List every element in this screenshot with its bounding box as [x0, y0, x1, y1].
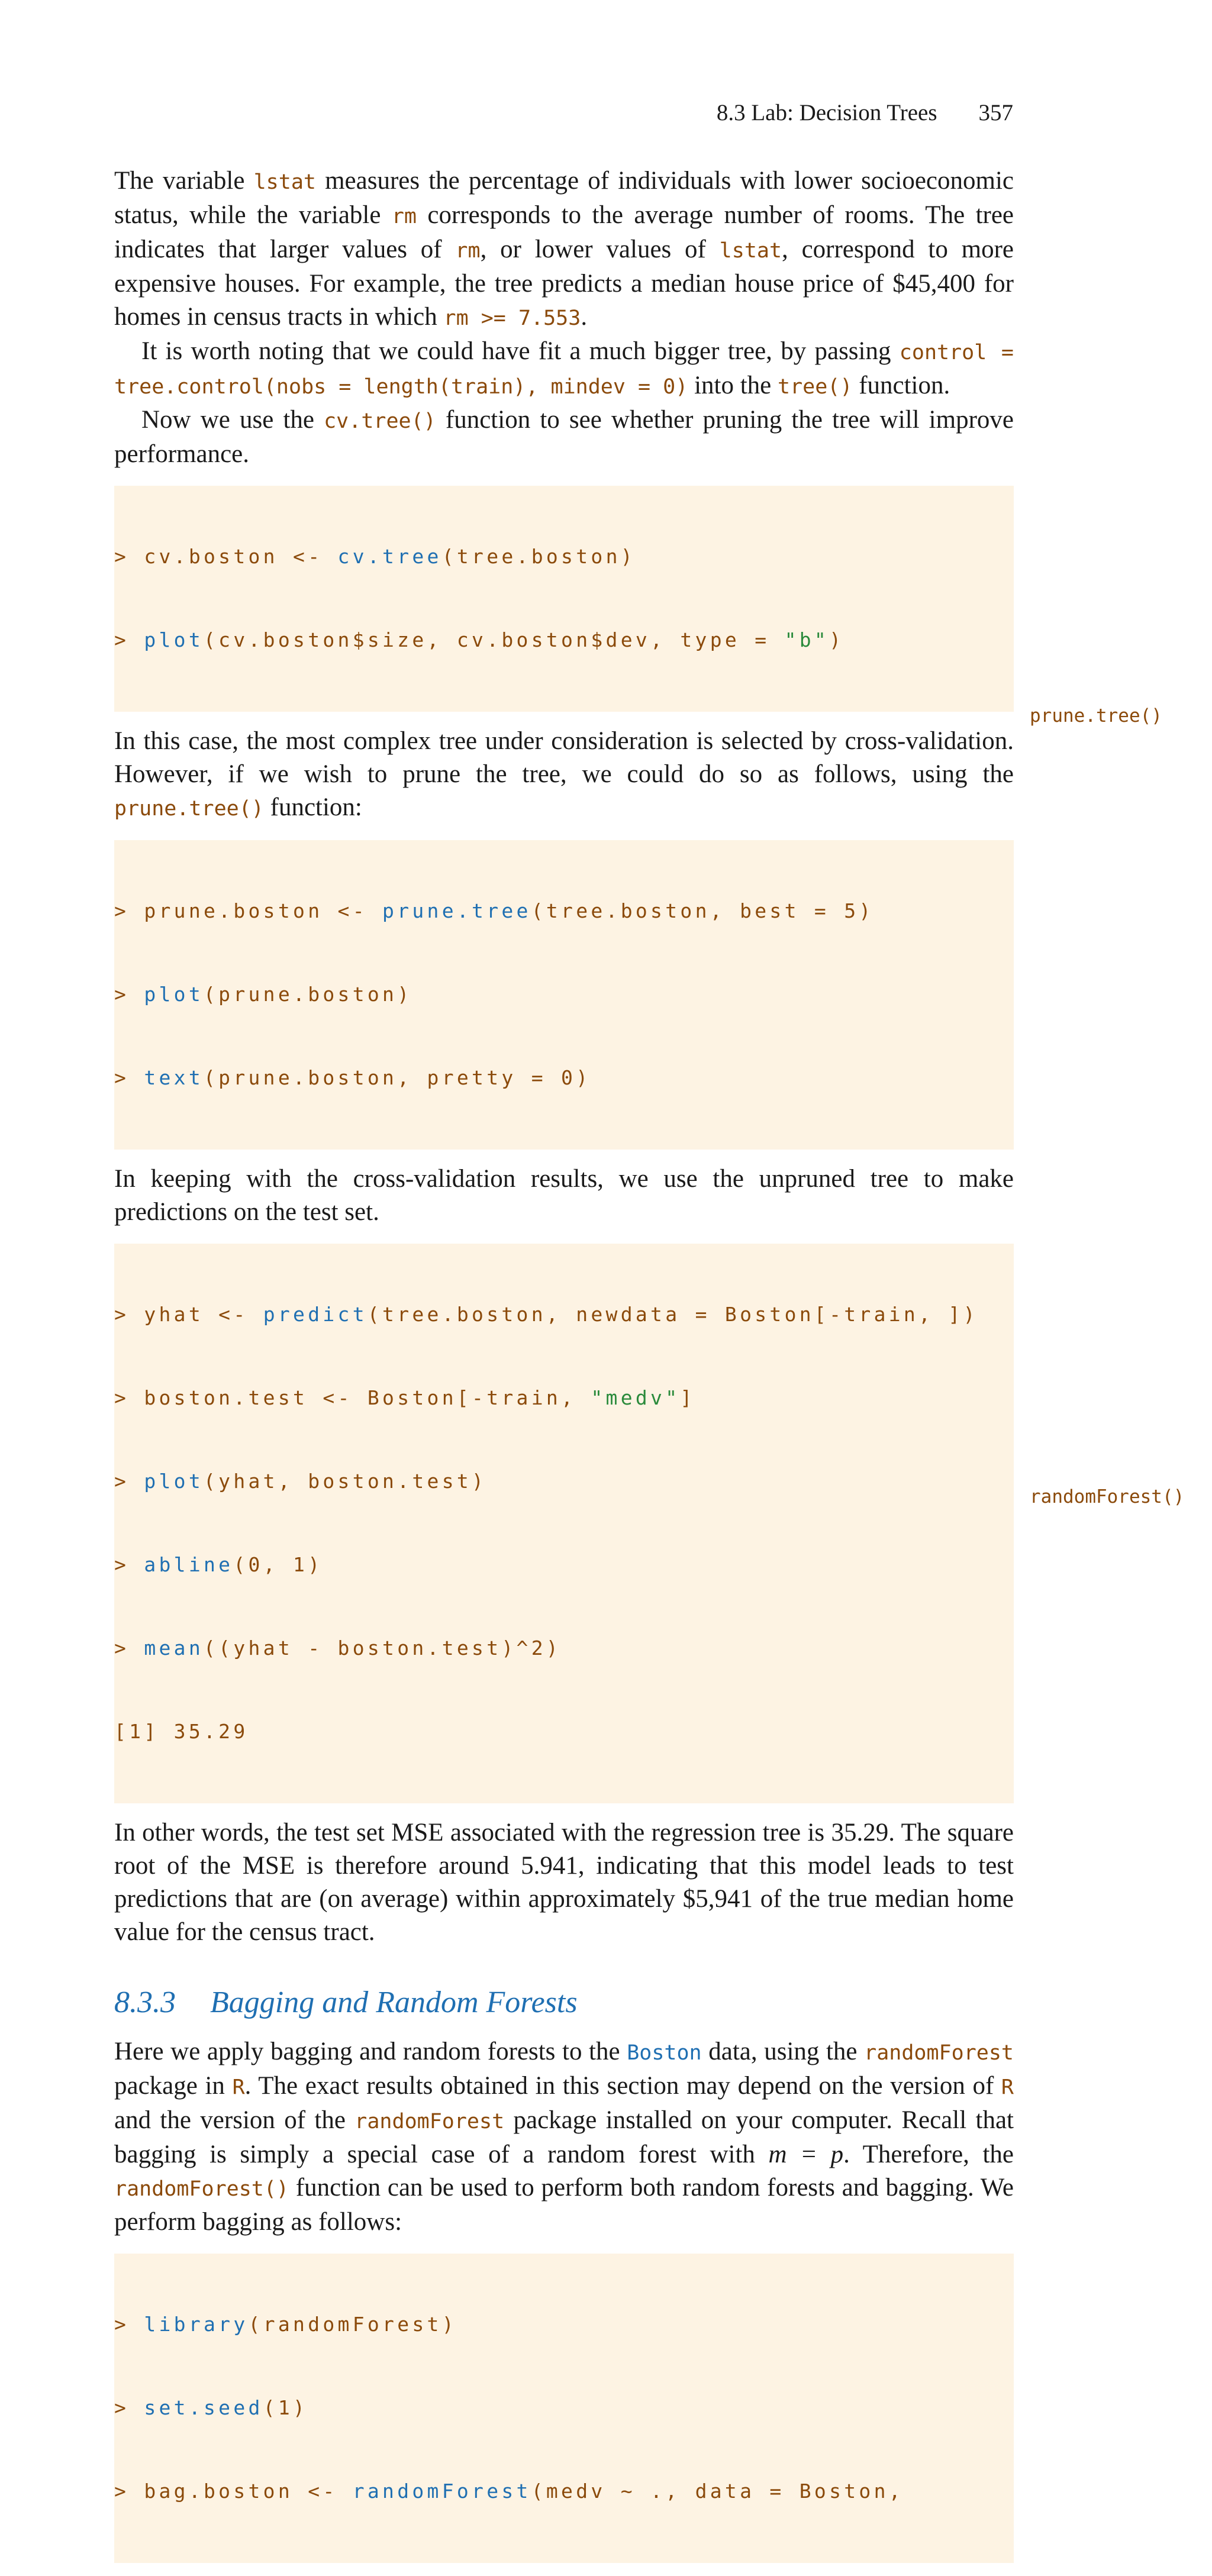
margin-note-random-forest: randomForest() [1030, 1486, 1185, 1507]
code-line: > bag.boston <- randomForest(medv ~ ., data = Boston, [114, 2480, 904, 2503]
paragraph-lstat: The variable lstat measures the percentage of individuals with lower socioeconomic status, while the variable rm corresponds to the average number of rooms. The tree indicates that larger values of rm, or lower values of lstat, correspond to more expensive houses. For example, the tree predicts a median house price of $45,400 for homes in census tracts in which rm >= 7.553. [114, 167, 1014, 331]
paragraph-keeping: In keeping with the cross-validation results, we use the unpruned tree to make predictions on the test set. [114, 1165, 1014, 1226]
section-number: 8.3.3 [114, 1986, 176, 2019]
paragraph-cv-tree: Now we use the cv.tree() function to see whether pruning the tree will improve performance. [114, 406, 1014, 468]
code-line: > plot(cv.boston$size, cv.boston$dev, type = "b") [114, 628, 844, 651]
code-rm: rm [455, 239, 481, 263]
body-column [114, 164, 1014, 2576]
code-output-line: [1] 35.29 [114, 1720, 249, 1743]
math-m-equals-p: m = p [768, 2141, 844, 2168]
code-line: > cv.boston <- cv.tree(tree.boston) [114, 545, 636, 568]
code-r: R [1001, 2075, 1014, 2099]
paragraph-mse: In other words, the test set MSE associated with the regression tree is 35.29. The square root of the MSE is therefore around 5.941, indicating that this model leads to test predictions that are (on average) within approximately $5,941 of the true median home value for the census tract. [114, 1819, 1014, 1946]
code-line: > mean((yhat - boston.test)^2) [114, 1636, 562, 1660]
code-line: > library(randomForest) [114, 2313, 457, 2336]
code-line: > prune.boston <- prune.tree(tree.boston, best = 5) [114, 899, 874, 922]
code-r: R [232, 2075, 245, 2099]
running-head-section: 8.3 Lab: Decision Trees [716, 100, 937, 125]
code-block-cv [114, 486, 1014, 712]
paragraph-bigger-tree: It is worth noting that we could have fit a much bigger tree, by passing control = tree.control(nobs = length(train), mindev = 0) into the tree() function. [114, 337, 1014, 399]
paragraph-bagging: Here we apply bagging and random forests to the Boston data, using the randomForest package in R. The exact results obtained in this section may depend on the version of R and the version of the randomForest package installed on your computer. Recall that bagging is simply a special case of a random forest with m = p. Therefore, the randomForest() function can be used to perform both random forests and bagging. We perform bagging as follows: [114, 2038, 1014, 2236]
code-boston: Boston [627, 2041, 702, 2065]
paragraph-prune: In this case, the most complex tree under consideration is selected by cross-validation. However, if we wish to prune the tree, we could do so as follows, using the prune.tree() function: [114, 727, 1014, 821]
section-title: Bagging and Random Forests [210, 1986, 578, 2019]
code-line: > yhat <- predict(tree.boston, newdata = Boston[-train, ]) [114, 1303, 978, 1326]
code-block-bagging [114, 2254, 1014, 2563]
code-line: > plot(prune.boston) [114, 983, 412, 1006]
code-tree-control: control = tree.control(nobs = length(train), mindev = 0) [114, 341, 1014, 399]
code-cv-tree: cv.tree() [324, 409, 436, 433]
margin-note-prune-tree: prune.tree() [1030, 705, 1162, 727]
code-randomforest-package: randomForest [354, 2110, 505, 2133]
code-line: > set.seed(1) [114, 2396, 308, 2419]
code-block-predict [114, 1244, 1014, 1803]
code-lstat: lstat [719, 239, 782, 263]
code-line: > text(prune.boston, pretty = 0) [114, 1066, 591, 1089]
code-randomforest-package: randomForest [864, 2041, 1014, 2065]
code-block-prune [114, 840, 1014, 1150]
running-head [717, 99, 1013, 126]
code-tree-function: tree() [778, 375, 853, 399]
code-line: > abline(0, 1) [114, 1553, 323, 1576]
code-rm-threshold: rm >= 7.553 [443, 306, 581, 330]
page-number: 357 [978, 100, 1013, 125]
code-line: > plot(yhat, boston.test) [114, 1470, 487, 1493]
code-prune-tree: prune.tree() [114, 797, 264, 821]
code-rm: rm [391, 205, 417, 228]
code-randomforest-function: randomForest() [114, 2177, 289, 2201]
code-line: > boston.test <- Boston[-train, "medv"] [114, 1386, 695, 1409]
section-heading [114, 1984, 1014, 2021]
code-lstat: lstat [253, 170, 316, 194]
